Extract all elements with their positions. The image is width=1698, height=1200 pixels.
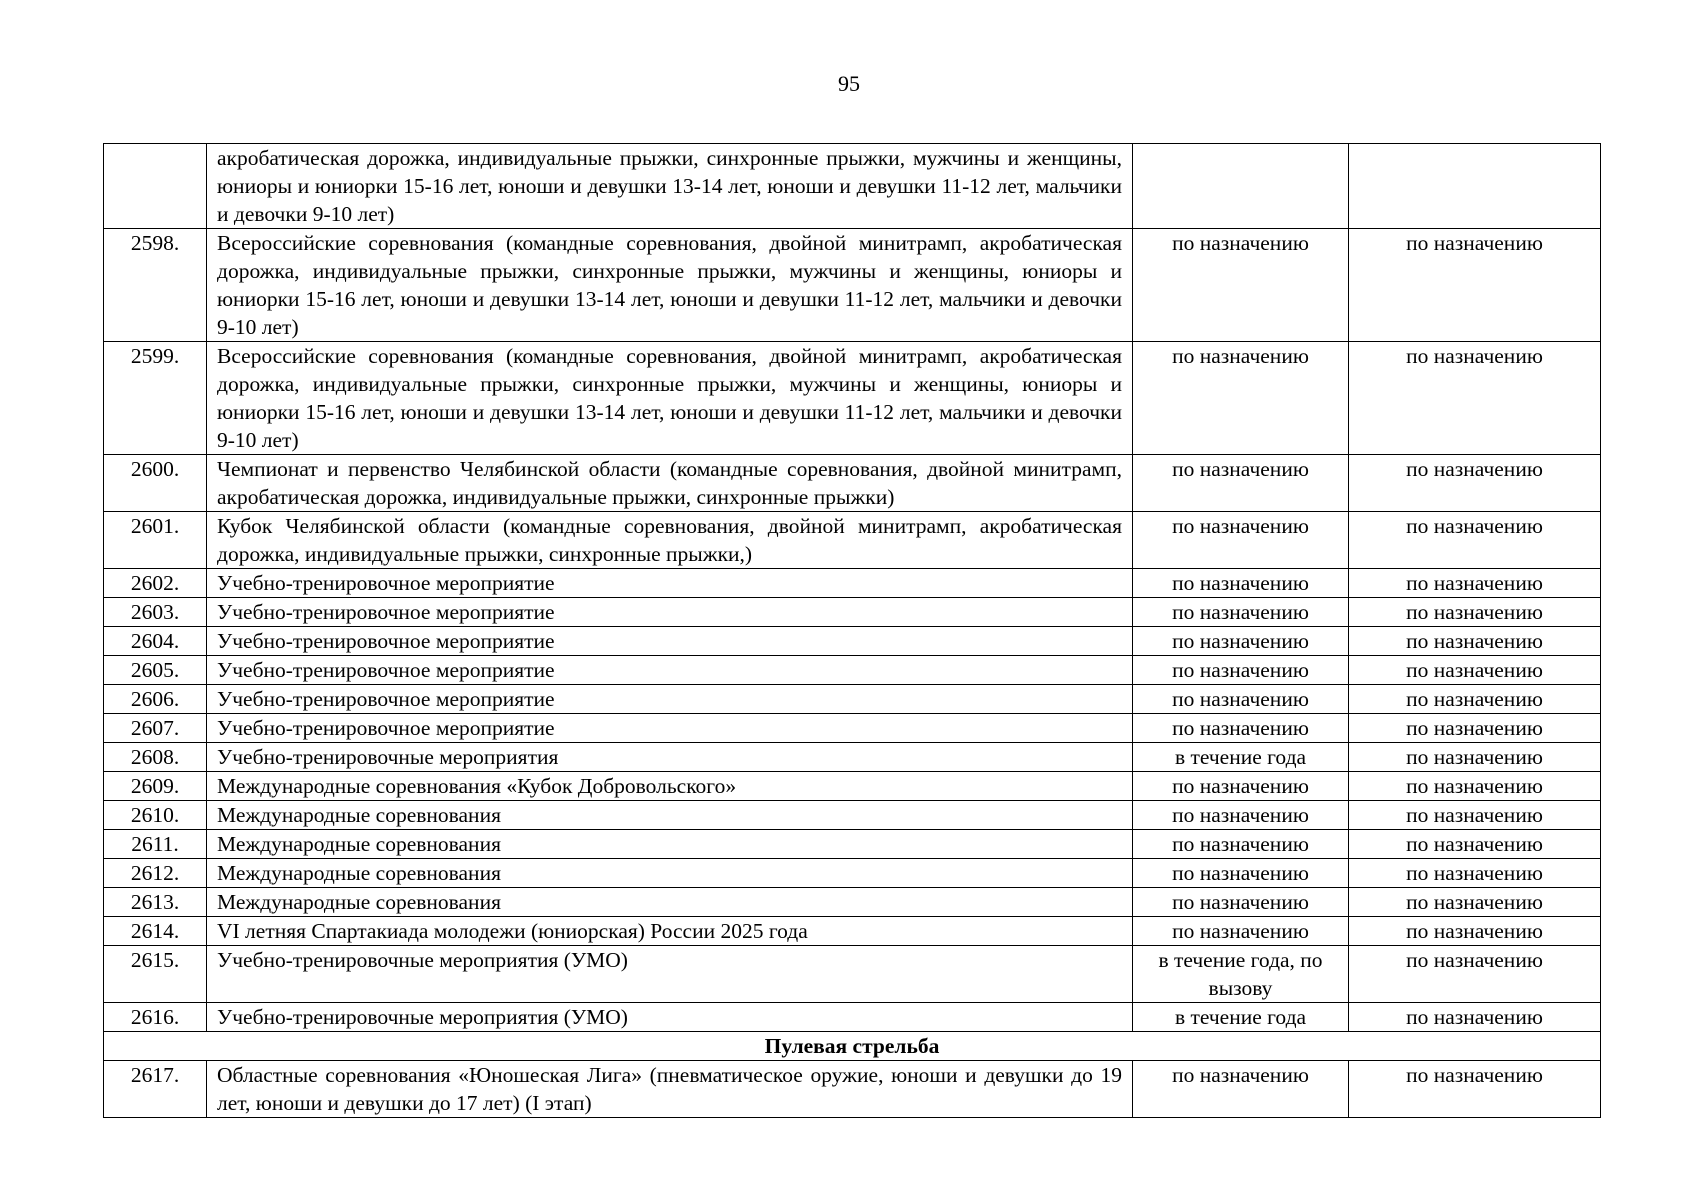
event-date-cell: в течение года xyxy=(1133,743,1349,772)
table-row xyxy=(104,656,1601,685)
table-row xyxy=(104,830,1601,859)
event-date-cell: по назначению xyxy=(1133,801,1349,830)
table-row xyxy=(104,859,1601,888)
event-date-cell: по назначению xyxy=(1133,1061,1349,1118)
event-name-cell: Международные соревнования xyxy=(207,801,1133,830)
event-place-cell: по назначению xyxy=(1349,859,1601,888)
event-date-cell: по назначению xyxy=(1133,888,1349,917)
event-date-cell: по назначению xyxy=(1133,656,1349,685)
table-row xyxy=(104,801,1601,830)
table-row xyxy=(104,917,1601,946)
event-name-cell: Всероссийские соревнования (командные соревнования, двойной минитрамп, акробатическая дорожка, индивидуальные прыжки, синхронные прыжки, мужчины и женщины, юниоры и юниорки 15-16 лет, юноши и девушки 13-14 лет, юноши и девушки 11-12 лет, мальчики и девочки 9-10 лет) xyxy=(207,229,1133,342)
event-place-cell: по назначению xyxy=(1349,627,1601,656)
table-row xyxy=(104,627,1601,656)
event-place-cell: по назначению xyxy=(1349,455,1601,512)
row-number-cell: 2607. xyxy=(104,714,207,743)
event-place-cell: по назначению xyxy=(1349,569,1601,598)
table-row xyxy=(104,229,1601,342)
row-number-cell: 2602. xyxy=(104,569,207,598)
event-place-cell: по назначению xyxy=(1349,801,1601,830)
table-row xyxy=(104,569,1601,598)
event-name-cell: Учебно-тренировочное мероприятие xyxy=(207,569,1133,598)
row-number-cell: 2611. xyxy=(104,830,207,859)
event-name-cell: Учебно-тренировочные мероприятия (УМО) xyxy=(207,946,1133,1003)
event-place-cell: по назначению xyxy=(1349,656,1601,685)
event-date-cell: по назначению xyxy=(1133,830,1349,859)
event-place-cell: по назначению xyxy=(1349,772,1601,801)
row-number-cell: 2606. xyxy=(104,685,207,714)
section-heading: Пулевая стрельба xyxy=(104,1032,1601,1061)
event-date-cell xyxy=(1133,144,1349,229)
event-place-cell: по назначению xyxy=(1349,685,1601,714)
event-name-cell: Учебно-тренировочные мероприятия (УМО) xyxy=(207,1003,1133,1032)
row-number-cell: 2614. xyxy=(104,917,207,946)
event-name-cell: Областные соревнования «Юношеская Лига» (пневматическое оружие, юноши и девушки до 19 лет, юноши и девушки до 17 лет) (I этап) xyxy=(207,1061,1133,1118)
table-row xyxy=(104,743,1601,772)
event-name-cell: Кубок Челябинской области (командные соревнования, двойной минитрамп, акробатическая дорожка, индивидуальные прыжки, синхронные прыжки,) xyxy=(207,512,1133,569)
row-number-cell: 2599. xyxy=(104,342,207,455)
event-place-cell: по назначению xyxy=(1349,830,1601,859)
event-date-cell: в течение года, по вызову xyxy=(1133,946,1349,1003)
event-place-cell: по назначению xyxy=(1349,342,1601,455)
event-name-cell: акробатическая дорожка, индивидуальные прыжки, синхронные прыжки, мужчины и женщины, юниоры и юниорки 15-16 лет, юноши и девушки 13-14 лет, юноши и девушки 11-12 лет, мальчики и девочки 9-10 лет) xyxy=(207,144,1133,229)
row-number-cell: 2609. xyxy=(104,772,207,801)
event-date-cell: по назначению xyxy=(1133,627,1349,656)
event-name-cell: Международные соревнования xyxy=(207,830,1133,859)
event-place-cell: по назначению xyxy=(1349,917,1601,946)
event-date-cell: по назначению xyxy=(1133,685,1349,714)
row-number-cell: 2605. xyxy=(104,656,207,685)
row-number-cell xyxy=(104,144,207,229)
event-date-cell: по назначению xyxy=(1133,598,1349,627)
event-place-cell: по назначению xyxy=(1349,229,1601,342)
row-number-cell: 2604. xyxy=(104,627,207,656)
event-name-cell: Учебно-тренировочное мероприятие xyxy=(207,685,1133,714)
event-place-cell: по назначению xyxy=(1349,946,1601,1003)
events-table xyxy=(103,143,1601,1118)
row-number-cell: 2608. xyxy=(104,743,207,772)
row-number-cell: 2613. xyxy=(104,888,207,917)
event-place-cell xyxy=(1349,144,1601,229)
event-date-cell: по назначению xyxy=(1133,569,1349,598)
row-number-cell: 2612. xyxy=(104,859,207,888)
event-name-cell: Чемпионат и первенство Челябинской области (командные соревнования, двойной минитрамп, акробатическая дорожка, индивидуальные прыжки, синхронные прыжки) xyxy=(207,455,1133,512)
table-row xyxy=(104,714,1601,743)
event-date-cell: по назначению xyxy=(1133,917,1349,946)
event-name-cell: Всероссийские соревнования (командные соревнования, двойной минитрамп, акробатическая дорожка, индивидуальные прыжки, синхронные прыжки, мужчины и женщины, юниоры и юниорки 15-16 лет, юноши и девушки 13-14 лет, юноши и девушки 11-12 лет, мальчики и девочки 9-10 лет) xyxy=(207,342,1133,455)
table-row-continuation xyxy=(104,144,1601,229)
event-name-cell: Учебно-тренировочное мероприятие xyxy=(207,714,1133,743)
table-row xyxy=(104,598,1601,627)
event-date-cell: по назначению xyxy=(1133,342,1349,455)
row-number-cell: 2617. xyxy=(104,1061,207,1118)
event-place-cell: по назначению xyxy=(1349,1061,1601,1118)
row-number-cell: 2598. xyxy=(104,229,207,342)
event-name-cell: Учебно-тренировочное мероприятие xyxy=(207,598,1133,627)
event-name-cell: Учебно-тренировочные мероприятия xyxy=(207,743,1133,772)
table-row xyxy=(104,946,1601,1003)
event-place-cell: по назначению xyxy=(1349,743,1601,772)
event-date-cell: по назначению xyxy=(1133,714,1349,743)
table-row xyxy=(104,1003,1601,1032)
table-row xyxy=(104,685,1601,714)
event-date-cell: в течение года xyxy=(1133,1003,1349,1032)
event-place-cell: по назначению xyxy=(1349,888,1601,917)
event-name-cell: VI летняя Спартакиада молодежи (юниорская) России 2025 года xyxy=(207,917,1133,946)
event-date-cell: по назначению xyxy=(1133,859,1349,888)
event-place-cell: по назначению xyxy=(1349,714,1601,743)
event-place-cell: по назначению xyxy=(1349,512,1601,569)
events-table-body xyxy=(104,144,1601,1118)
event-name-cell: Международные соревнования «Кубок Добровольского» xyxy=(207,772,1133,801)
table-row xyxy=(104,512,1601,569)
event-date-cell: по назначению xyxy=(1133,455,1349,512)
row-number-cell: 2616. xyxy=(104,1003,207,1032)
section-heading-row xyxy=(104,1032,1601,1061)
event-place-cell: по назначению xyxy=(1349,598,1601,627)
table-row xyxy=(104,1061,1601,1118)
table-row xyxy=(104,772,1601,801)
table-row xyxy=(104,342,1601,455)
event-date-cell: по назначению xyxy=(1133,772,1349,801)
row-number-cell: 2601. xyxy=(104,512,207,569)
event-date-cell: по назначению xyxy=(1133,229,1349,342)
event-name-cell: Международные соревнования xyxy=(207,888,1133,917)
event-date-cell: по назначению xyxy=(1133,512,1349,569)
page-number: 95 xyxy=(838,71,860,96)
row-number-cell: 2603. xyxy=(104,598,207,627)
event-name-cell: Учебно-тренировочное мероприятие xyxy=(207,627,1133,656)
event-name-cell: Учебно-тренировочное мероприятие xyxy=(207,656,1133,685)
row-number-cell: 2600. xyxy=(104,455,207,512)
row-number-cell: 2610. xyxy=(104,801,207,830)
event-name-cell: Международные соревнования xyxy=(207,859,1133,888)
event-place-cell: по назначению xyxy=(1349,1003,1601,1032)
row-number-cell: 2615. xyxy=(104,946,207,1003)
table-row xyxy=(104,888,1601,917)
table-row xyxy=(104,455,1601,512)
